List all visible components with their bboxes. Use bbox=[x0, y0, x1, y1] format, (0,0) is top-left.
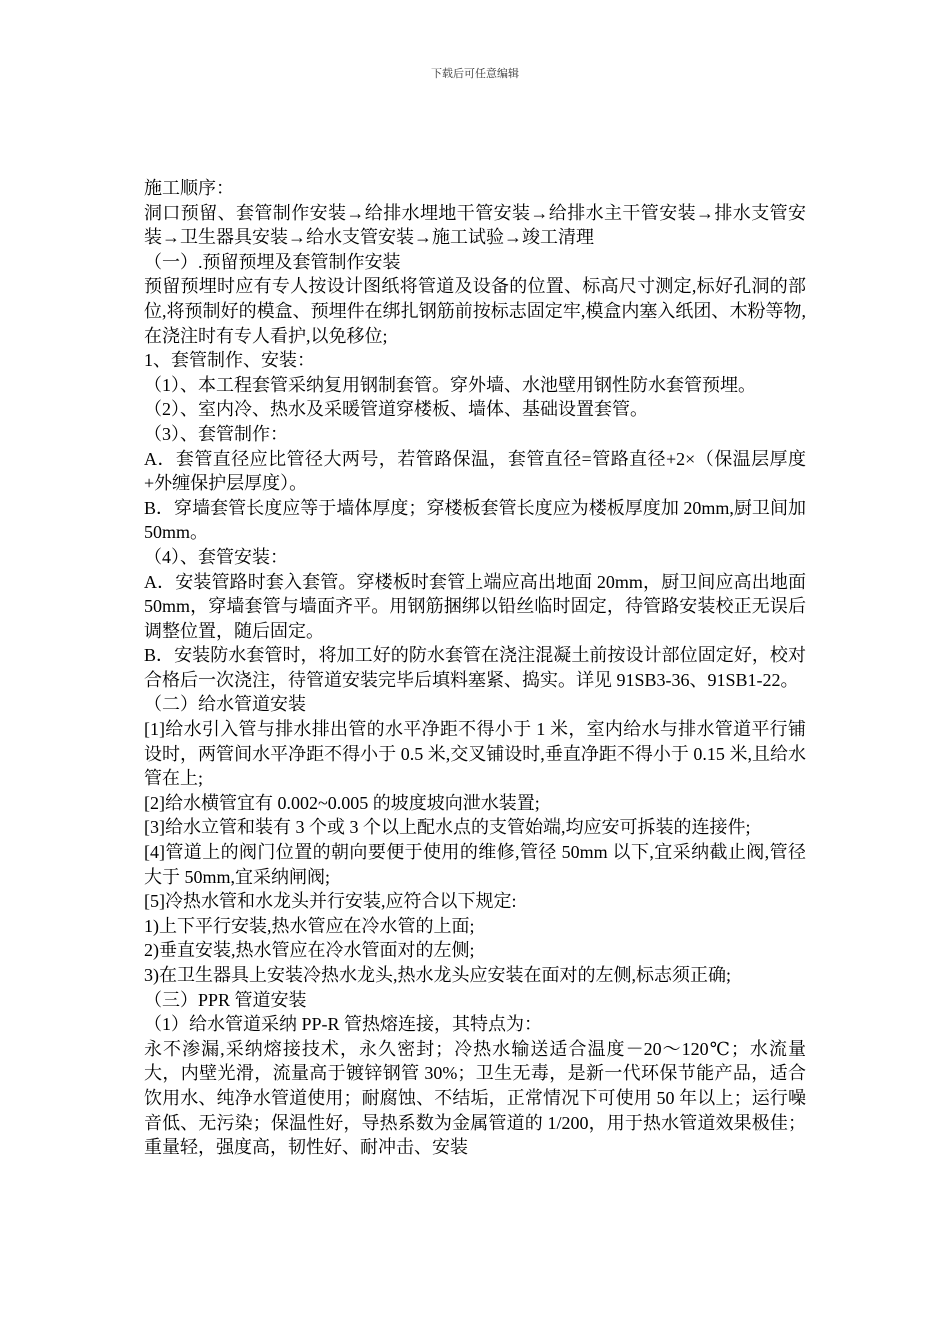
paragraph: （1）给水管道采纳 PP-R 管热熔连接，其特点为： bbox=[144, 1014, 543, 1035]
paragraph: （2）、室内冷、热水及采暖管道穿楼板、墙体、基础设置套管。 bbox=[144, 399, 648, 420]
paragraph: B．穿墙套管长度应等于墙体厚度；穿楼板套管长度应为楼板厚度加 20mm,厨卫间加 50mm。 bbox=[144, 497, 806, 543]
paragraph: [1]给水引入管与排水排出管的水平净距不得小于 1 米，室内给水与排水管道平行铺设时，两管间水平净距不得小于 0.5 米,交叉铺设时,垂直净距不得小于 0.15 米,且给水管在上; bbox=[144, 719, 806, 789]
paragraph: 1)上下平行安装,热水管应在冷水管的上面; bbox=[144, 915, 475, 936]
paragraph: [5]冷热水管和水龙头并行安装,应符合以下规定: bbox=[144, 891, 517, 912]
paragraph: A．套管直径应比管径大两号，若管路保温，套管直径=管路直径+2×（保温层厚度+外缠保护层厚度）。 bbox=[144, 448, 806, 494]
paragraph: [4]管道上的阀门位置的朝向要便于使用的维修,管径 50mm 以下,宜采纳截止阀,管径大于 50mm,宜采纳闸阀; bbox=[144, 842, 806, 887]
section-heading: （一）.预留预埋及套管制作安装 bbox=[144, 251, 401, 272]
paragraph: 2)垂直安装,热水管应在冷水管面对的左侧; bbox=[144, 940, 475, 961]
paragraph: 预留预埋时应有专人按设计图纸将管道及设备的位置、标高尺寸测定,标好孔洞的部位,将预制好的模盒、预埋件在绑扎钢筋前按标志固定牢,模盒内塞入纸团、木粉等物,在浇注时有专人看护,以免移位; bbox=[144, 276, 806, 346]
paragraph: [3]给水立管和装有 3 个或 3 个以上配水点的支管始端,均应安可拆装的连接件; bbox=[144, 817, 751, 838]
section-heading: （三）PPR 管道安装 bbox=[144, 989, 307, 1010]
subsection-heading: 1、套管制作、安装： bbox=[144, 350, 315, 371]
paragraph: （3）、套管制作： bbox=[144, 423, 288, 444]
paragraph: 施工顺序： bbox=[144, 178, 234, 198]
paragraph: 永不渗漏,采纳熔接技术，永久密封；冷热水输送适合温度－20～120℃；水流量大，内壁光滑，流量高于镀锌钢管 30%；卫生无毒，是新一代环保节能产品，适合饮用水、纯净水管道使用；耐腐蚀、不结垢，正常情况下可使用 50 年以上；运行噪音低、无污染；保温性好，导热系数为金属管道的 1/200，用于热水管道效果极佳；重量轻，强度高，韧性好、耐冲击、安装 bbox=[144, 1038, 806, 1158]
page-header: 下载后可任意编辑 bbox=[431, 67, 519, 80]
paragraph: （1）、本工程套管采纳复用钢制套管。穿外墙、水池壁用钢性防水套管预埋。 bbox=[144, 374, 756, 395]
paragraph: 3)在卫生器具上安装冷热水龙头,热水龙头应安装在面对的左侧,标志须正确; bbox=[144, 965, 731, 985]
document-body bbox=[144, 176, 806, 1160]
paragraph: A．安装管路时套入套管。穿楼板时套管上端应高出地面 20mm，厨卫间应高出地面 50mm，穿墙套管与墙面齐平。用钢筋捆绑以铅丝临时固定，待管路安装校正无误后调整位置，随后固定。 bbox=[144, 571, 806, 641]
paragraph: 洞口预留、套管制作安装→给排水埋地干管安装→给排水主干管安装→排水支管安装→卫生器具安装→给水支管安装→施工试验→竣工清理 bbox=[144, 202, 806, 248]
paragraph: B．安装防水套管时，将加工好的防水套管在浇注混凝土前按设计部位固定好，校对合格后一次浇注，待管道安装完毕后填料塞紧、捣实。详见 91SB3-36、91SB1-22。 bbox=[144, 645, 806, 690]
paragraph: （4）、套管安装： bbox=[144, 546, 288, 567]
paragraph: [2]给水横管宜有 0.002~0.005 的坡度坡向泄水装置; bbox=[144, 792, 540, 813]
section-heading: （二）给水管道安装 bbox=[144, 694, 306, 715]
